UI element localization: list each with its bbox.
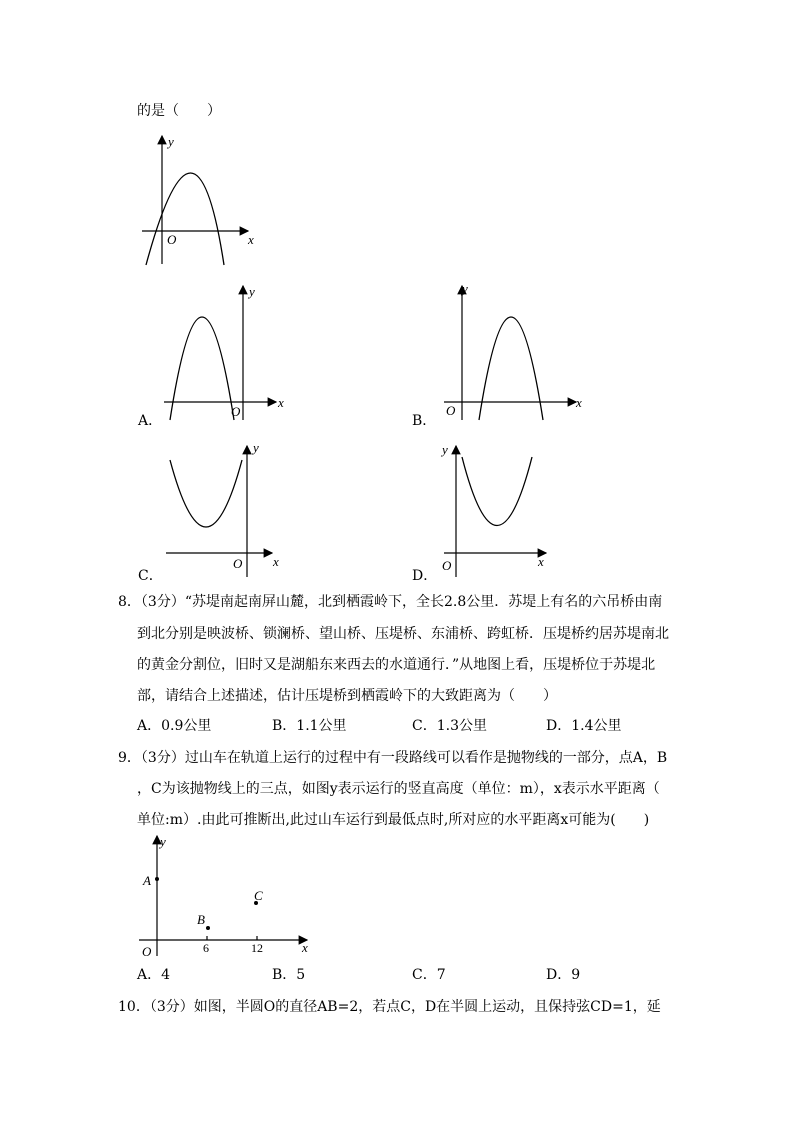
x-axis-label: x <box>248 232 254 247</box>
q8-option-b[interactable]: B．1.1公里 <box>272 718 347 734</box>
x-axis-label: x <box>576 395 582 410</box>
x-axis-label: x <box>273 554 279 569</box>
point-b <box>206 926 210 930</box>
q8-line-2: 到北分别是映波桥、锁澜桥、望山桥、压堤桥、东浦桥、跨虹桥．压堤桥约居苏堤南北 <box>137 626 669 642</box>
q8-line-4: 部，请结合上述描述，估计压堤桥到栖霞岭下的大致距离为（ ） <box>137 688 557 704</box>
q7-option-d-label[interactable]: D． <box>412 568 438 584</box>
q9-graph <box>135 832 315 960</box>
x-axis-label: x <box>278 395 284 410</box>
parabola-curve <box>170 460 242 527</box>
point-a <box>155 877 159 881</box>
origin-label: O <box>167 232 177 247</box>
q8-option-a[interactable]: A．0.9公里 <box>137 718 212 734</box>
point-a-label: A <box>143 873 151 888</box>
q7-option-b-label[interactable]: B． <box>412 413 437 429</box>
q9-line-2: ，C为该抛物线上的三点，如图y表示运行的竖直高度（单位：m），x表示水平距离（ <box>137 781 660 797</box>
q7-option-a-graph <box>160 280 295 425</box>
y-axis-label: y <box>462 281 468 296</box>
q8-line-1: 8．（3分）“苏堤南起南屏山麓，北到栖霞岭下，全长2.8公里．苏堤上有名的六吊桥由南 <box>118 594 663 610</box>
x-axis-label: x <box>538 554 544 569</box>
q8-line-3: 的黄金分割位，旧时又是湖船东来西去的水道通行．”从地图上看，压堤桥位于苏堤北 <box>137 657 656 673</box>
tick-label-6: 6 <box>203 941 209 955</box>
q7-option-d-graph <box>440 440 570 585</box>
q7-option-a-label[interactable]: A． <box>138 413 163 429</box>
y-axis-label: y <box>442 442 448 457</box>
origin-label: O <box>142 944 152 959</box>
q9-option-b[interactable]: B．5 <box>272 967 306 983</box>
y-axis-label: y <box>168 134 174 149</box>
q9-line-1: 9．（3分）过山车在轨道上运行的过程中有一段路线可以看作是抛物线的一部分，点A，B <box>118 750 668 766</box>
q8-option-d[interactable]: D．1.4公里 <box>546 718 622 734</box>
origin-label: O <box>442 558 452 573</box>
origin-label: O <box>231 404 241 419</box>
point-c-label: C <box>254 888 263 903</box>
q9-option-c[interactable]: C．7 <box>412 967 446 983</box>
q10-line-1: 10．（3分）如图，半圆O的直径AB=2，若点C，D在半圆上运动，且保持弦CD=1，延 <box>118 999 661 1015</box>
q7-option-c-graph <box>160 440 290 585</box>
q9-line-3: 单位:m）.由此可推断出,此过山车运行到最低点时,所对应的水平距离x可能为( ) <box>137 812 650 828</box>
y-axis-label: y <box>249 284 255 299</box>
q7-option-b-graph <box>440 280 590 425</box>
x-axis-label: x <box>302 940 308 955</box>
y-axis-label: y <box>160 834 166 849</box>
q7-stem-tail: 的是（ ） <box>137 103 221 119</box>
parabola-curve <box>170 317 234 420</box>
q7-option-c-label[interactable]: C． <box>138 568 163 584</box>
q9-option-d[interactable]: D．9 <box>546 967 581 983</box>
origin-label: O <box>446 403 456 418</box>
parabola-curve <box>462 457 532 526</box>
parabola-curve <box>146 173 224 265</box>
point-b-label: B <box>197 912 205 927</box>
y-axis-label: y <box>253 440 259 455</box>
q8-option-c[interactable]: C．1.3公里 <box>412 718 487 734</box>
q7-main-graph <box>138 130 268 270</box>
origin-label: O <box>233 556 243 571</box>
parabola-curve <box>479 317 543 420</box>
q9-option-a[interactable]: A．4 <box>137 967 171 983</box>
tick-label-12: 12 <box>251 941 263 955</box>
